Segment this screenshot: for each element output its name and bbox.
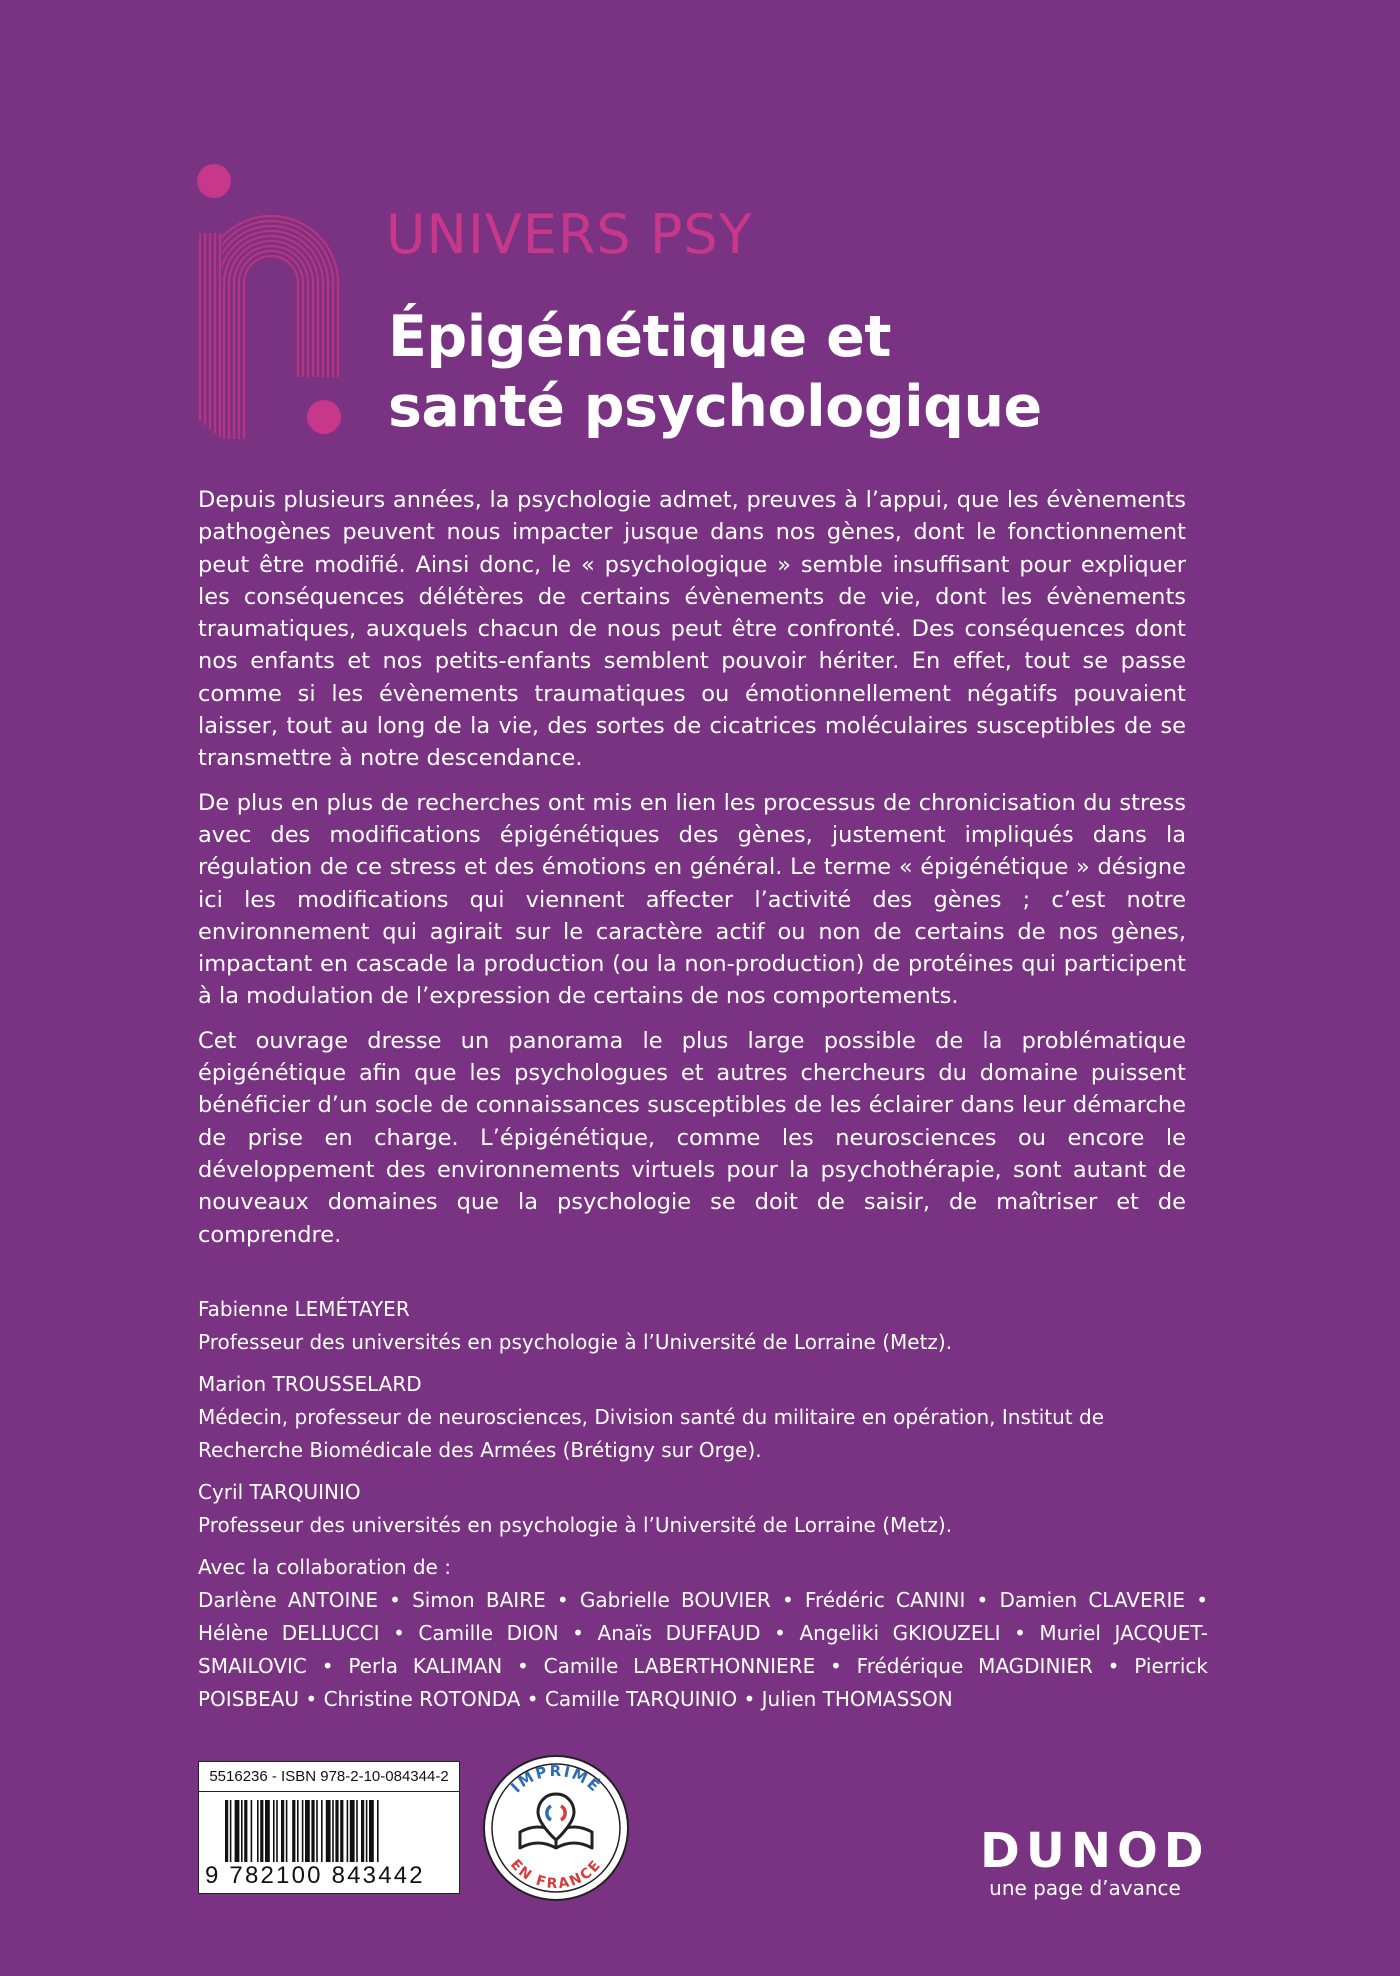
publisher-logo bbox=[980, 1823, 1210, 1900]
book-title-line-2: santé psychologique bbox=[388, 374, 1042, 440]
author-name-2: Marion TROUSSELARD bbox=[198, 1372, 422, 1396]
book-title bbox=[388, 302, 1288, 442]
summary-paragraph-3: Cet ouvrage dresse un panorama le plus large possible de la problématique épigénétique afin que les psychologues et autres chercheurs du domaine puissent bénéficier d’un socle de connaissances susceptibles de les éclairer dans leur démarche de prise en charge. L’épigénétique, comme les neurosciences ou encore le développement des environnements virtuels pour la psychothérapie, sont autant de nouveaux domaines que la psychologie se doit de saisir, de maîtriser et de comprendre. bbox=[198, 1027, 1186, 1248]
barcode-label bbox=[198, 1761, 460, 1894]
authors-section bbox=[198, 1292, 1208, 1716]
summary bbox=[198, 484, 1186, 1263]
isbn-text: 5516236 - ISBN 978-2-10-084344-2 bbox=[199, 1762, 459, 1792]
author-role-1: Professeur des universités en psychologie à l’Université de Lorraine (Metz). bbox=[198, 1330, 953, 1354]
collaboration-heading: Avec la collaboration de : bbox=[198, 1555, 451, 1579]
imprime-en-france-seal-icon bbox=[482, 1754, 630, 1902]
collaboration bbox=[198, 1550, 1208, 1716]
seal-top-text: IMPRIMÉ bbox=[507, 1761, 605, 1797]
book-title-line-1: Épigénétique et bbox=[388, 304, 892, 370]
author-role-3: Professeur des universités en psychologie à l’Université de Lorraine (Metz). bbox=[198, 1513, 953, 1537]
publisher-tagline: une page d’avance bbox=[989, 1876, 1181, 1900]
collaboration-names: Darlène ANTOINE • Simon BAIRE • Gabrielle BOUVIER • Frédéric CANINI • Damien CLAVERIE • Hélène DELLUCCI • Camille DION • Anaïs DUFFAUD • Angeliki GKIOUZELI • Muriel JACQUET-SMAILOVIC • Perla KALIMAN • Camille LABERTHONNIERE • Frédérique MAGDINIER • Pierrick POISBEAU • Christine ROTONDA • Camille TARQUINIO • Julien THOMASSON bbox=[198, 1588, 1208, 1711]
author-name-3: Cyril TARQUINIO bbox=[198, 1480, 361, 1504]
series-name: UNIVERS PSY bbox=[386, 203, 753, 266]
author-name-1: Fabienne LEMÉTAYER bbox=[198, 1297, 410, 1321]
author-role-2: Médecin, professeur de neurosciences, Division santé du militaire en opération, Institut de Recherche Biomédicale des Armées (Brétigny sur Orge). bbox=[198, 1405, 1105, 1462]
barcode-digits: 9 782100 843442 bbox=[205, 1862, 425, 1889]
summary-paragraph-2: De plus en plus de recherches ont mis en lien les processus de chronicisation du stress avec des modifications épigénétiques des gènes, justement impliqués dans la régulation de ce stress et des émotions en général. Le terme « épigénétique » désigne ici les modifications qui viennent affecter l’activité des gènes ; c’est notre environnement qui agirait sur le caractère actif ou non de certains de nos gènes, impactant en cascade la production (ou la non-production) de protéines qui participent à la modulation de l’expression de certains de nos comportements. bbox=[198, 789, 1186, 1010]
seal-bottom-text: EN FRANCE bbox=[506, 1856, 606, 1893]
summary-paragraph-1: Depuis plusieurs années, la psychologie admet, preuves à l’appui, que les évènements pathogènes peuvent nous impacter jusque dans nos gènes, dont le fonctionnement peut être modifié. Ainsi donc, le « psychologique » semble insuffisant pour expliquer les conséquences délétères de certains évènements de vie, dont les évènements traumatiques, auxquels chacun de nous peut être confronté. Des conséquences dont nos enfants et nos petits-enfants semblent pouvoir hériter. En effet, tout se passe comme si les évènements traumatiques ou émotionnellement négatifs pouvaient laisser, tout au long de la vie, des sortes de cicatrices moléculaires susceptibles de se transmettre à notre descendance. bbox=[198, 487, 1186, 772]
publisher-name: DUNOD bbox=[980, 1823, 1210, 1879]
barcode-icon bbox=[225, 1800, 445, 1862]
univers-psy-logo-icon bbox=[196, 163, 346, 439]
